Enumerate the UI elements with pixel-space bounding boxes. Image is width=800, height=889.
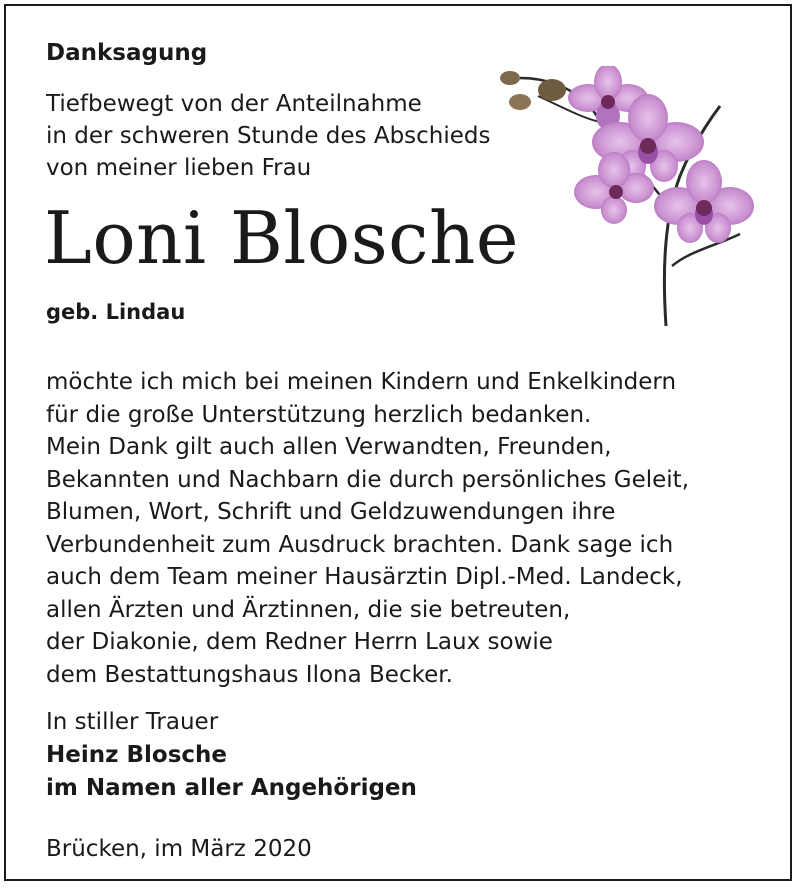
intro-text	[46, 88, 491, 184]
body-line: Verbundenheit zum Ausdruck brachten. Dank sage ich	[46, 531, 674, 558]
signer-name: Heinz Blosche	[46, 742, 228, 768]
place-date: Brücken, im März 2020	[46, 836, 312, 862]
intro-line: Tiefbewegt von der Anteilnahme	[46, 91, 422, 117]
notice-heading: Danksagung	[46, 40, 208, 66]
deceased-name: Loni Blosche	[44, 196, 519, 280]
body-line: der Diakonie, dem Redner Herrn Laux sowie	[46, 629, 553, 655]
orchid-icon	[490, 66, 756, 328]
intro-line: von meiner lieben Frau	[46, 155, 312, 181]
maiden-name: geb. Lindau	[46, 300, 186, 324]
body-line: Bekannten und Nachbarn die durch persönliches Geleit,	[46, 466, 690, 493]
intro-line: in der schweren Stunde des Abschieds	[46, 123, 491, 149]
body-line: Blumen, Wort, Schrift und Geldzuwendungen ihre	[46, 499, 616, 525]
body-line: allen Ärzten und Ärztinnen, die sie betreuten,	[46, 596, 571, 623]
closing-block	[46, 706, 417, 805]
thanks-text	[46, 366, 689, 691]
body-line: dem Bestattungshaus Ilona Becker.	[46, 661, 453, 688]
body-line: möchte ich mich bei meinen Kindern und Enkelkindern	[46, 369, 677, 395]
body-line: auch dem Team meiner Hausärztin Dipl.-Med. Landeck,	[46, 564, 683, 590]
closing-phrase: In stiller Trauer	[46, 709, 219, 735]
on-behalf-line: im Namen aller Angehörigen	[46, 775, 417, 801]
body-line: für die große Unterstützung herzlich bedanken.	[46, 401, 592, 428]
body-line: Mein Dank gilt auch allen Verwandten, Freunden,	[46, 434, 612, 460]
